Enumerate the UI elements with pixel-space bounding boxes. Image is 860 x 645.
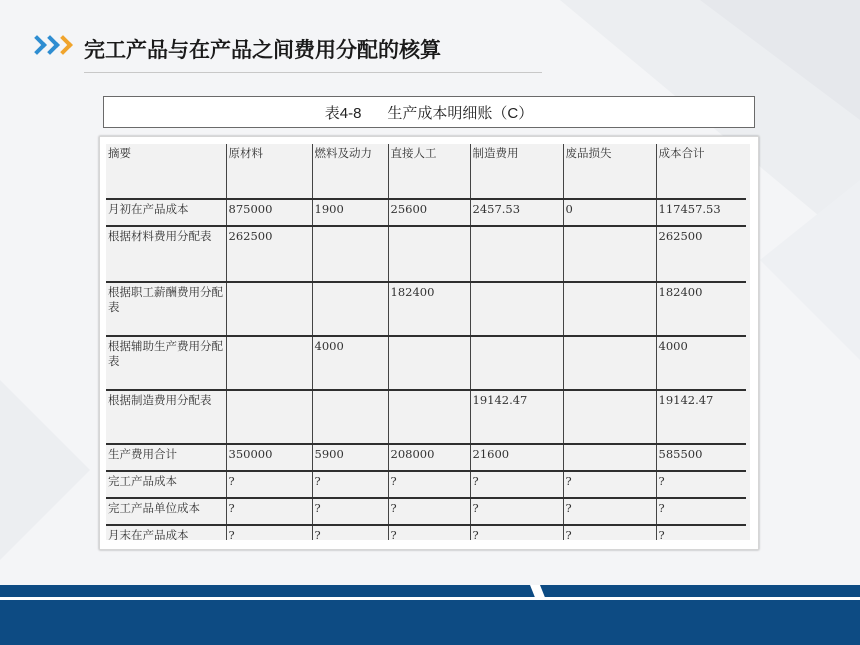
table-cell: 350000 [226, 444, 312, 471]
table-cell: ? [563, 525, 656, 540]
table-cell [312, 282, 388, 336]
row-label: 根据材料费用分配表 [106, 226, 226, 282]
table-cell: ? [388, 471, 470, 498]
table-cell: 19142.47 [656, 390, 746, 444]
table-cell: 208000 [388, 444, 470, 471]
table-cell [563, 390, 656, 444]
table-cell: 2457.53 [470, 199, 563, 226]
table-cell [563, 336, 656, 390]
table-cell: 117457.53 [656, 199, 746, 226]
footer-band [0, 585, 860, 645]
production-cost-ledger [106, 144, 750, 540]
row-label: 月初在产品成本 [106, 199, 226, 226]
table-row [106, 336, 746, 390]
ledger-header-row [106, 144, 746, 199]
table-cell: 1900 [312, 199, 388, 226]
table-cell [312, 226, 388, 282]
row-label: 根据制造费用分配表 [106, 390, 226, 444]
table-row [106, 199, 746, 226]
table-cell [470, 282, 563, 336]
table-cell: 182400 [656, 282, 746, 336]
table-cell: ? [388, 525, 470, 540]
table-cell: 25600 [388, 199, 470, 226]
row-label: 根据辅助生产费用分配表 [106, 336, 226, 390]
slide-header [30, 28, 550, 72]
table-cell: ? [656, 471, 746, 498]
table-cell: 4000 [656, 336, 746, 390]
table-row [106, 226, 746, 282]
table-cell [470, 226, 563, 282]
table-cell: ? [226, 498, 312, 525]
row-label: 完工产品单位成本 [106, 498, 226, 525]
chevron-right-icon [53, 35, 73, 55]
table-row [106, 498, 746, 525]
table-cell: ? [470, 471, 563, 498]
table-cell [388, 226, 470, 282]
header-cell: 直接人工 [388, 144, 470, 199]
table-cell: ? [388, 498, 470, 525]
table-cell [563, 444, 656, 471]
caption-name: 生产成本明细账（C） [387, 104, 534, 122]
header-cell: 原材料 [226, 144, 312, 199]
header-cell: 燃料及动力 [312, 144, 388, 199]
table-cell: 875000 [226, 199, 312, 226]
table-cell: 5900 [312, 444, 388, 471]
header-cell: 废品损失 [563, 144, 656, 199]
table-cell [563, 282, 656, 336]
table-cell [312, 390, 388, 444]
table-cell [226, 390, 312, 444]
row-label: 月末在产品成本 [108, 528, 189, 540]
table-cell: 0 [563, 199, 656, 226]
header-cell: 制造费用 [470, 144, 563, 199]
table-cell [388, 336, 470, 390]
header-cell: 摘要 [106, 144, 226, 199]
table-cell [226, 336, 312, 390]
table-row [106, 282, 746, 336]
row-label: 生产费用合计 [106, 444, 226, 471]
table-cell: ? [312, 471, 388, 498]
slide-title: 完工产品与在产品之间费用分配的核算 [84, 38, 441, 62]
table-cell: 182400 [388, 282, 470, 336]
table-cell: 585500 [656, 444, 746, 471]
table-cell: ? [226, 525, 312, 540]
table-cell: ? [656, 525, 746, 540]
table-cell: ? [312, 498, 388, 525]
table-cell: ? [563, 498, 656, 525]
row-label: 完工产品成本 [106, 471, 226, 498]
table-cell [226, 282, 312, 336]
table-row [106, 444, 746, 471]
table-cell: 21600 [470, 444, 563, 471]
table-row [106, 525, 746, 540]
table-cell: ? [226, 471, 312, 498]
table-cell: ? [470, 498, 563, 525]
table-cell: 262500 [226, 226, 312, 282]
table-cell: 262500 [656, 226, 746, 282]
table-cell [563, 226, 656, 282]
caption-number: 表4-8 [324, 104, 362, 122]
header-cell: 成本合计 [656, 144, 746, 199]
title-underline [84, 72, 542, 73]
table-cell: ? [470, 525, 563, 540]
chevron-arrows-icon [30, 38, 69, 52]
ledger-table [106, 144, 746, 540]
table-row [106, 390, 746, 444]
table-cell: 19142.47 [470, 390, 563, 444]
row-label: 根据职工薪酬费用分配表 [106, 282, 226, 336]
table-cell: ? [563, 471, 656, 498]
table-cell: 4000 [312, 336, 388, 390]
table-cell [388, 390, 470, 444]
table-cell: ? [312, 525, 388, 540]
table-caption [103, 96, 755, 128]
table-row [106, 471, 746, 498]
table-cell: ? [656, 498, 746, 525]
table-cell [470, 336, 563, 390]
